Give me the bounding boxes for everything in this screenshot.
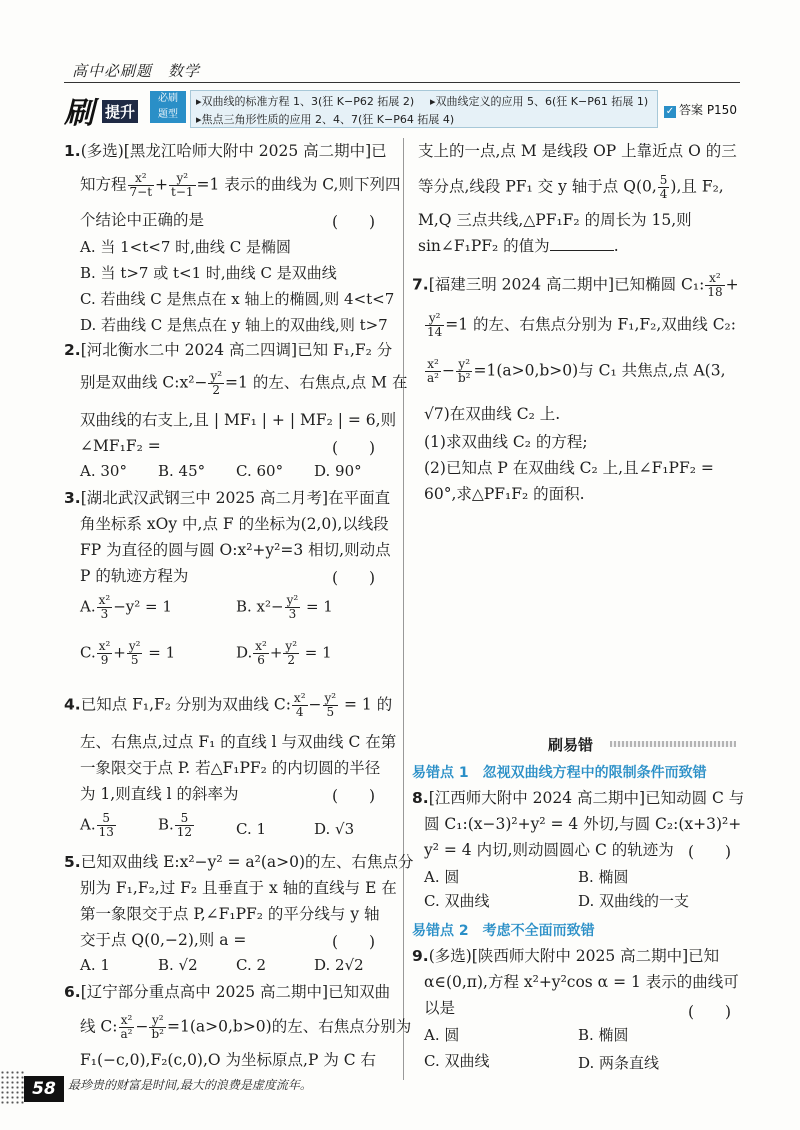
q8-option-a: A. 圆 xyxy=(424,868,460,886)
q1-option-b: B. 当 t>7 或 t<1 时,曲线 C 是双曲线 xyxy=(80,264,337,282)
column-separator xyxy=(403,138,404,1080)
q2-option-a: A. 30° xyxy=(80,462,127,480)
topic-1: ▸双曲线的标准方程 1、3(狂 K−P62 拓展 2) xyxy=(196,95,415,108)
q6-line1: 6.[辽宁部分重点高中 2025 高二期中]已知双曲 xyxy=(64,983,391,1001)
q2-line4: ∠MF₁F₂ = xyxy=(80,437,161,455)
page-number: 58 xyxy=(24,1076,64,1102)
q8-answer-paren: ( ) xyxy=(688,843,732,861)
q2-option-c: C. 60° xyxy=(236,462,284,480)
q5-option-c: C. 2 xyxy=(236,956,267,974)
q8-line2: 圆 C₁:(x−3)²+y² = 4 外切,与圆 C₂:(x+3)²+ xyxy=(424,815,742,833)
section-title-shuayicuo: 刷易错 xyxy=(548,736,594,754)
q7-line3: $\frac{\text{x²}}{\text{a²}}$ − $\frac{\text{y²}}{\text{b²}}$ =1(a>0,b>0)与 C₁ 共焦点,点 A(3, xyxy=(427,357,726,385)
q4-line2: 左、右焦点,过点 F₁ 的直线 l 与双曲线 C 在第 xyxy=(80,733,397,751)
q4-answer-paren: ( ) xyxy=(332,787,376,805)
q5-option-b: B. √2 xyxy=(158,956,198,974)
q6-line3: F₁(−c,0),F₂(c,0),O 为坐标原点,P 为 C 右 xyxy=(80,1051,377,1069)
q4-option-a: A. $\frac{5}{13}$ xyxy=(80,811,114,839)
q2-option-b: B. 45° xyxy=(158,462,206,480)
q5-line1: 5.已知双曲线 E:x²−y² = a²(a>0)的左、右焦点分 xyxy=(64,853,414,871)
q9-option-a: A. 圆 xyxy=(424,1026,460,1044)
q7-part2-line2: 60°,求△PF₁F₂ 的面积. xyxy=(424,485,585,503)
q9-line1: 9.(多选)[陕西师大附中 2025 高二期中]已知 xyxy=(412,947,720,965)
q1-answer-paren: ( ) xyxy=(332,213,376,231)
q7-part1: (1)求双曲线 C₂ 的方程; xyxy=(424,433,588,451)
q3-option-c: C. $\frac{\text{x²}}{9}$ + $\frac{\text{y²}}{5}$ = 1 xyxy=(80,639,176,667)
q3-line4: P 的轨迹方程为 xyxy=(80,567,189,585)
q3-option-b: B. x²− $\frac{\text{y²}}{3}$ = 1 xyxy=(236,593,333,621)
q3-answer-paren: ( ) xyxy=(332,569,376,587)
q6-cont-line2: 等分点,线段 PF₁ 交 y 轴于点 Q(0, $\frac{5}{4}$ ),且 F₂, xyxy=(418,173,724,201)
q6-answer-blank xyxy=(550,236,614,251)
header-rule xyxy=(64,82,740,83)
q4-line3: 一象限交于点 P. 若△F₁PF₂ 的内切圆的半径 xyxy=(80,759,381,777)
q7-line2: $\frac{\text{y²}}{14}$ =1 的左、右焦点分别为 F₁,F₂,双曲线 C₂: xyxy=(427,311,736,339)
footer-motto: 最珍贵的财富是时间,最大的浪费是虚度流年。 xyxy=(68,1078,312,1092)
q4-option-d: D. √3 xyxy=(314,820,355,838)
pitfall-2-heading: 易错点 2 考虑不全面而致错 xyxy=(412,923,595,939)
q8-option-c: C. 双曲线 xyxy=(424,892,490,910)
q5-line2: 别为 F₁,F₂,过 F₂ 且垂直于 x 轴的直线与 E 在 xyxy=(80,879,397,897)
q9-line3: 以是 xyxy=(424,999,456,1017)
check-icon: ✓ xyxy=(665,106,675,117)
topic-2: ▸双曲线定义的应用 5、6(狂 K−P61 拓展 1) xyxy=(430,95,649,108)
q6-cont-line3: M,Q 三点共线,△PF₁F₂ 的周长为 15,则 xyxy=(418,211,692,229)
q1-option-d: D. 若曲线 C 是焦点在 y 轴上的双曲线,则 t>7 xyxy=(80,316,388,334)
q8-line3: y² = 4 内切,则动圆圆心 C 的轨迹为 xyxy=(424,841,674,859)
q6-cont-line4: sin∠F₁PF₂ 的值为 . xyxy=(418,237,619,255)
q1-line2: 知方程 $\frac{\text{x²}}{7-t}$ + $\frac{\text{y²}}{t-1}$ =1 表示的曲线为 C,则下列四 xyxy=(80,171,401,199)
q5-line4: 交于点 Q(0,−2),则 a = xyxy=(80,931,247,949)
q3-line3: FP 为直径的圆与圆 O:x²+y²=3 相切,则动点 xyxy=(80,541,391,559)
q3-line2: 角坐标系 xOy 中,点 F 的坐标为(2,0),以线段 xyxy=(80,515,389,533)
q2-line1: 2.[河北衡水二中 2024 高二四调]已知 F₁,F₂ 分 xyxy=(64,341,393,359)
answer-page: 答案 P150 xyxy=(679,103,737,117)
q5-answer-paren: ( ) xyxy=(332,933,376,951)
q1-line3: 个结论中正确的是 xyxy=(80,211,205,229)
answer-ref xyxy=(664,101,737,118)
q1-option-c: C. 若曲线 C 是焦点在 x 轴上的椭圆,则 4<t<7 xyxy=(80,290,395,308)
q9-line2: α∈(0,π),方程 x²+y²cos α = 1 表示的曲线可 xyxy=(424,973,739,991)
q8-option-d: D. 双曲线的一支 xyxy=(578,892,690,910)
q6-line2: 线 C: $\frac{\text{x²}}{\text{a²}}$ − $\frac{\text{y²}}{\text{b²}}$ =1(a>0,b>0)的左、右焦点分别为 xyxy=(80,1013,412,1041)
q9-option-b: B. 椭圆 xyxy=(578,1026,629,1044)
q7-line1: 7.[福建三明 2024 高二期中]已知椭圆 C₁: $\frac{\text{x²}}{18}$ + xyxy=(412,271,739,299)
q3-line1: 3.[湖北武汉武钢三中 2025 高二月考]在平面直 xyxy=(64,489,391,507)
shua-tisheng-logo xyxy=(64,88,150,131)
q9-answer-paren: ( ) xyxy=(688,1003,732,1021)
q9-option-c: C. 双曲线 xyxy=(424,1052,490,1070)
shua-char: 刷 xyxy=(64,96,94,131)
q7-line4: √7)在双曲线 C₂ 上. xyxy=(424,405,561,423)
q5-line3: 第一象限交于点 P,∠F₁PF₂ 的平分线与 y 轴 xyxy=(80,905,380,923)
q5-option-d: D. 2√2 xyxy=(314,956,364,974)
q1-line1: 1.(多选)[黑龙江哈师大附中 2025 高二期中]已 xyxy=(64,142,387,160)
q2-option-d: D. 90° xyxy=(314,462,362,480)
q3-option-d: D. $\frac{\text{x²}}{6}$ + $\frac{\text{y²}}{2}$ = 1 xyxy=(236,639,332,667)
tisheng-label: 提升 xyxy=(102,100,138,123)
q3-option-a: A. $\frac{\text{x²}}{3}$ −y² = 1 xyxy=(80,593,172,621)
topic-3: ▸焦点三角形性质的应用 2、4、7(狂 K−P64 拓展 4) xyxy=(196,113,455,126)
q9-option-d: D. 两条直线 xyxy=(578,1054,660,1072)
section-title-bar xyxy=(610,741,736,747)
q4-line4: 为 1,则直线 l 的斜率为 xyxy=(80,785,239,803)
badge-line1: 必刷 xyxy=(158,93,178,104)
q1-option-a: A. 当 1<t<7 时,曲线 C 是椭圆 xyxy=(80,238,291,256)
q2-answer-paren: ( ) xyxy=(332,439,376,457)
q4-line1: 4.已知点 F₁,F₂ 分别为双曲线 C: $\frac{\text{x²}}{4}$ − $\frac{\text{y²}}{5}$ = 1 的 xyxy=(64,691,393,719)
q5-option-a: A. 1 xyxy=(80,956,110,974)
q7-part2-line1: (2)已知点 P 在双曲线 C₂ 上,且∠F₁PF₂ = xyxy=(424,459,714,477)
q2-line3: 双曲线的右支上,且 | MF₁ | + | MF₂ | = 6,则 xyxy=(80,411,397,429)
q2-line2: 别是双曲线 C:x²− $\frac{\text{y²}}{2}$ =1 的左、右焦点,点 M 在 xyxy=(80,369,408,397)
q6-cont-line1: 支上的一点,点 M 是线段 OP 上靠近点 O 的三 xyxy=(418,142,737,160)
pitfall-1-heading: 易错点 1 忽视双曲线方程中的限制条件而致错 xyxy=(412,765,707,781)
bishuati-badge xyxy=(150,91,186,123)
q4-option-b: B. $\frac{5}{12}$ xyxy=(158,811,193,839)
page-corner-dots xyxy=(0,1070,24,1106)
badge-line2: 题型 xyxy=(158,109,178,120)
q4-option-c: C. 1 xyxy=(236,820,267,838)
book-title: 高中必刷题 数学 xyxy=(72,62,201,80)
q8-option-b: B. 椭圆 xyxy=(578,868,629,886)
q8-line1: 8.[江西师大附中 2024 高二期中]已知动圆 C 与 xyxy=(412,789,745,807)
